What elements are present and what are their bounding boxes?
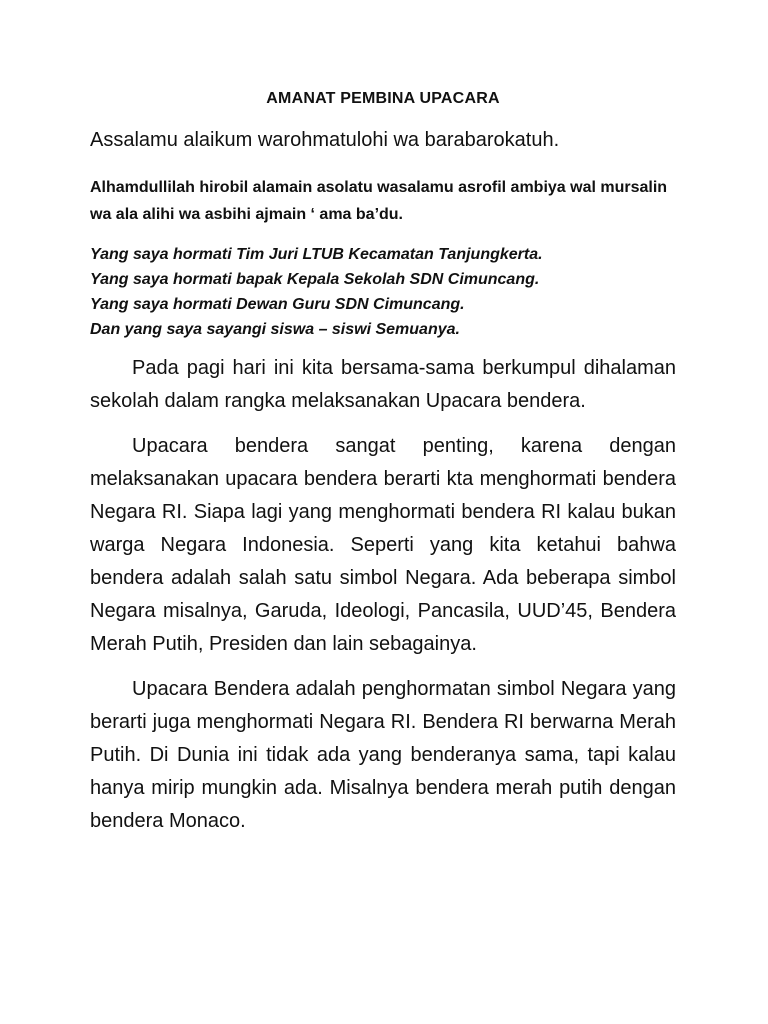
body-paragraph: Pada pagi hari ini kita bersama-sama berkumpul dihalaman sekolah dalam rangka melaksanakan Upacara bendera. [90,357,676,412]
honorific-line: Dan yang saya sayangi siswa – siswi Semuanya. [90,321,460,338]
honorific-line: Yang saya hormati Tim Juri LTUB Kecamatan Tanjungkerta. [90,246,543,263]
body-paragraph: Upacara bendera sangat penting, karena dengan melaksanakan upacara bendera berarti kta menghormati bendera Negara RI. Siapa lagi yang menghormati bendera RI kalau bukan warga Negara Indonesia. Seperti yang kita ketahui bahwa bendera adalah salah satu simbol Negara. Ada beberapa simbol Negara misalnya, Garuda, Ideologi, Pancasila, UUD’45, Bendera Merah Putih, Presiden dan lain sebagainya. [90,435,676,655]
body-paragraph: Upacara Bendera adalah penghormatan simbol Negara yang berarti juga menghormati Negara RI. Bendera RI berwarna Merah Putih. Di Dunia ini tidak ada yang benderanya sama, tapi kalau hanya mirip mungkin ada. Misalnya bendera merah putih dengan bendera Monaco. [90,678,676,832]
honorific-line: Yang saya hormati Dewan Guru SDN Cimuncang. [90,296,465,313]
honorific-line: Yang saya hormati bapak Kepala Sekolah SDN Cimuncang. [90,271,540,288]
document-page [90,90,676,850]
honorifics-list [90,242,676,342]
greeting: Assalamu alaikum warohmatulohi wa barabarokatuh. [90,129,560,151]
document-title: AMANAT PEMBINA UPACARA [266,90,500,107]
opening-prayer: Alhamdullilah hirobil alamain asolatu wasalamu asrofil ambiya wal mursalin wa ala alihi wa asbihi ajmain ‘ ama ba’du. [90,179,668,223]
